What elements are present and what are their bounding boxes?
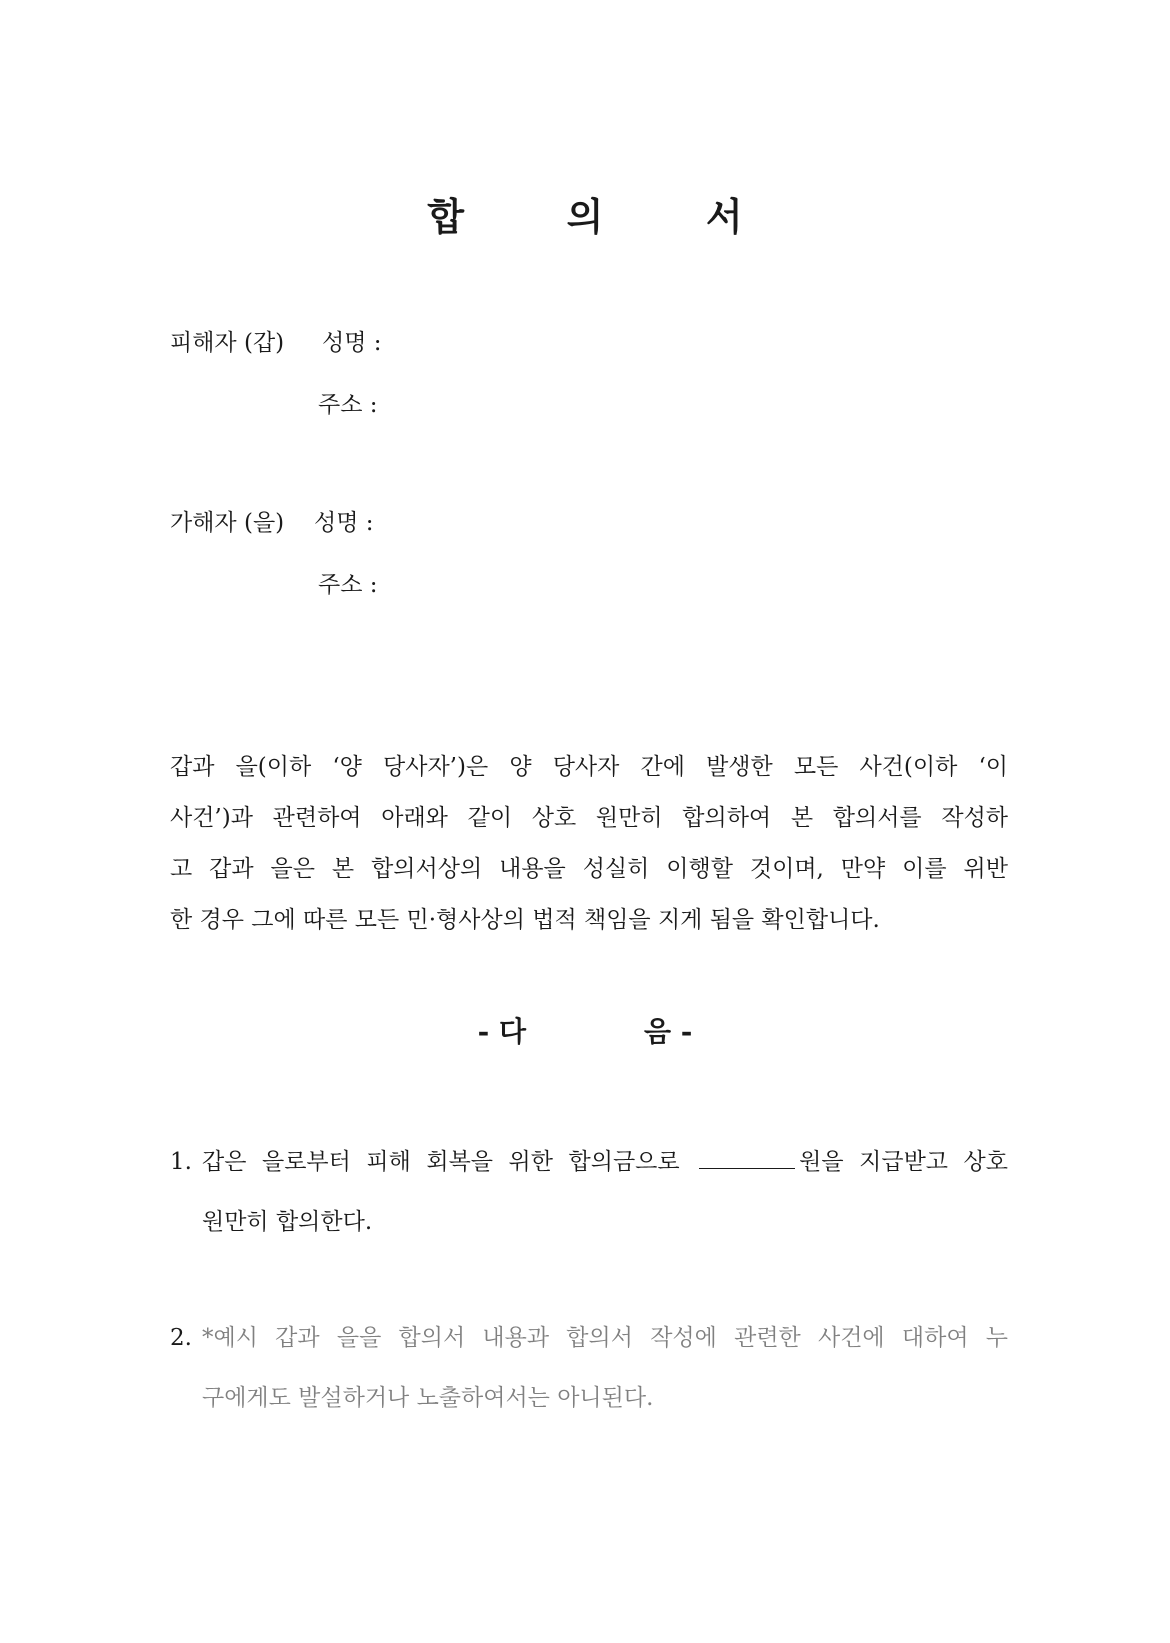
victim-address-label: 주소 : — [318, 392, 378, 418]
preamble-line: 한 경우 그에 따른 모든 민·형사상의 법적 책임을 지게 됨을 확인합니다. — [170, 907, 880, 933]
victim-party-label: 피해자 (갑) — [170, 330, 285, 356]
document-title — [0, 186, 1170, 241]
clause-2-line2: 구에게도 발설하거나 노출하여서는 아니된다. — [202, 1385, 654, 1411]
clause-2 — [170, 1308, 1008, 1428]
clause-1-line1 — [202, 1132, 1008, 1192]
clause-1 — [170, 1132, 1008, 1252]
amount-blank-field[interactable] — [699, 1148, 795, 1169]
clause-2-line1: *예시 갑과 을을 합의서 내용과 합의서 작성에 관련한 사건에 대하여 누 — [202, 1325, 1008, 1351]
preamble-line: 고 갑과 을은 본 합의서상의 내용을 성실히 이행할 것이며, 만약 이를 위반 — [170, 856, 1008, 882]
title-char-2: 의 — [566, 194, 604, 239]
title-char-1: 합 — [427, 194, 465, 239]
clause-1-line2: 원만히 합의한다. — [202, 1209, 373, 1235]
subheading-right: 음 - — [644, 1015, 693, 1048]
preamble-paragraph — [170, 742, 1008, 946]
title-char-3: 서 — [705, 194, 743, 239]
offender-party-label: 가해자 (을) — [170, 510, 285, 536]
clause-number: 1. — [170, 1149, 192, 1175]
preamble-line: 갑과 을(이하 ‘양 당사자’)은 양 당사자 간에 발생한 모든 사건(이하 ‘이 — [170, 754, 1008, 780]
offender-name-label: 성명 : — [314, 510, 374, 536]
subheading-left: - 다 — [477, 1015, 526, 1048]
victim-name-label: 성명 : — [322, 330, 382, 356]
offender-address-label: 주소 : — [318, 572, 378, 598]
clause-1-text-after-blank: 원을 지급받고 상호 — [799, 1149, 1008, 1175]
clause-number: 2. — [170, 1325, 192, 1351]
section-subheading — [0, 1010, 1170, 1050]
preamble-line: 사건’)과 관련하여 아래와 같이 상호 원만히 합의하여 본 합의서를 작성하 — [170, 805, 1008, 831]
clause-1-text-before-blank: 갑은 을로부터 피해 회복을 위한 합의금으로 — [202, 1149, 680, 1175]
